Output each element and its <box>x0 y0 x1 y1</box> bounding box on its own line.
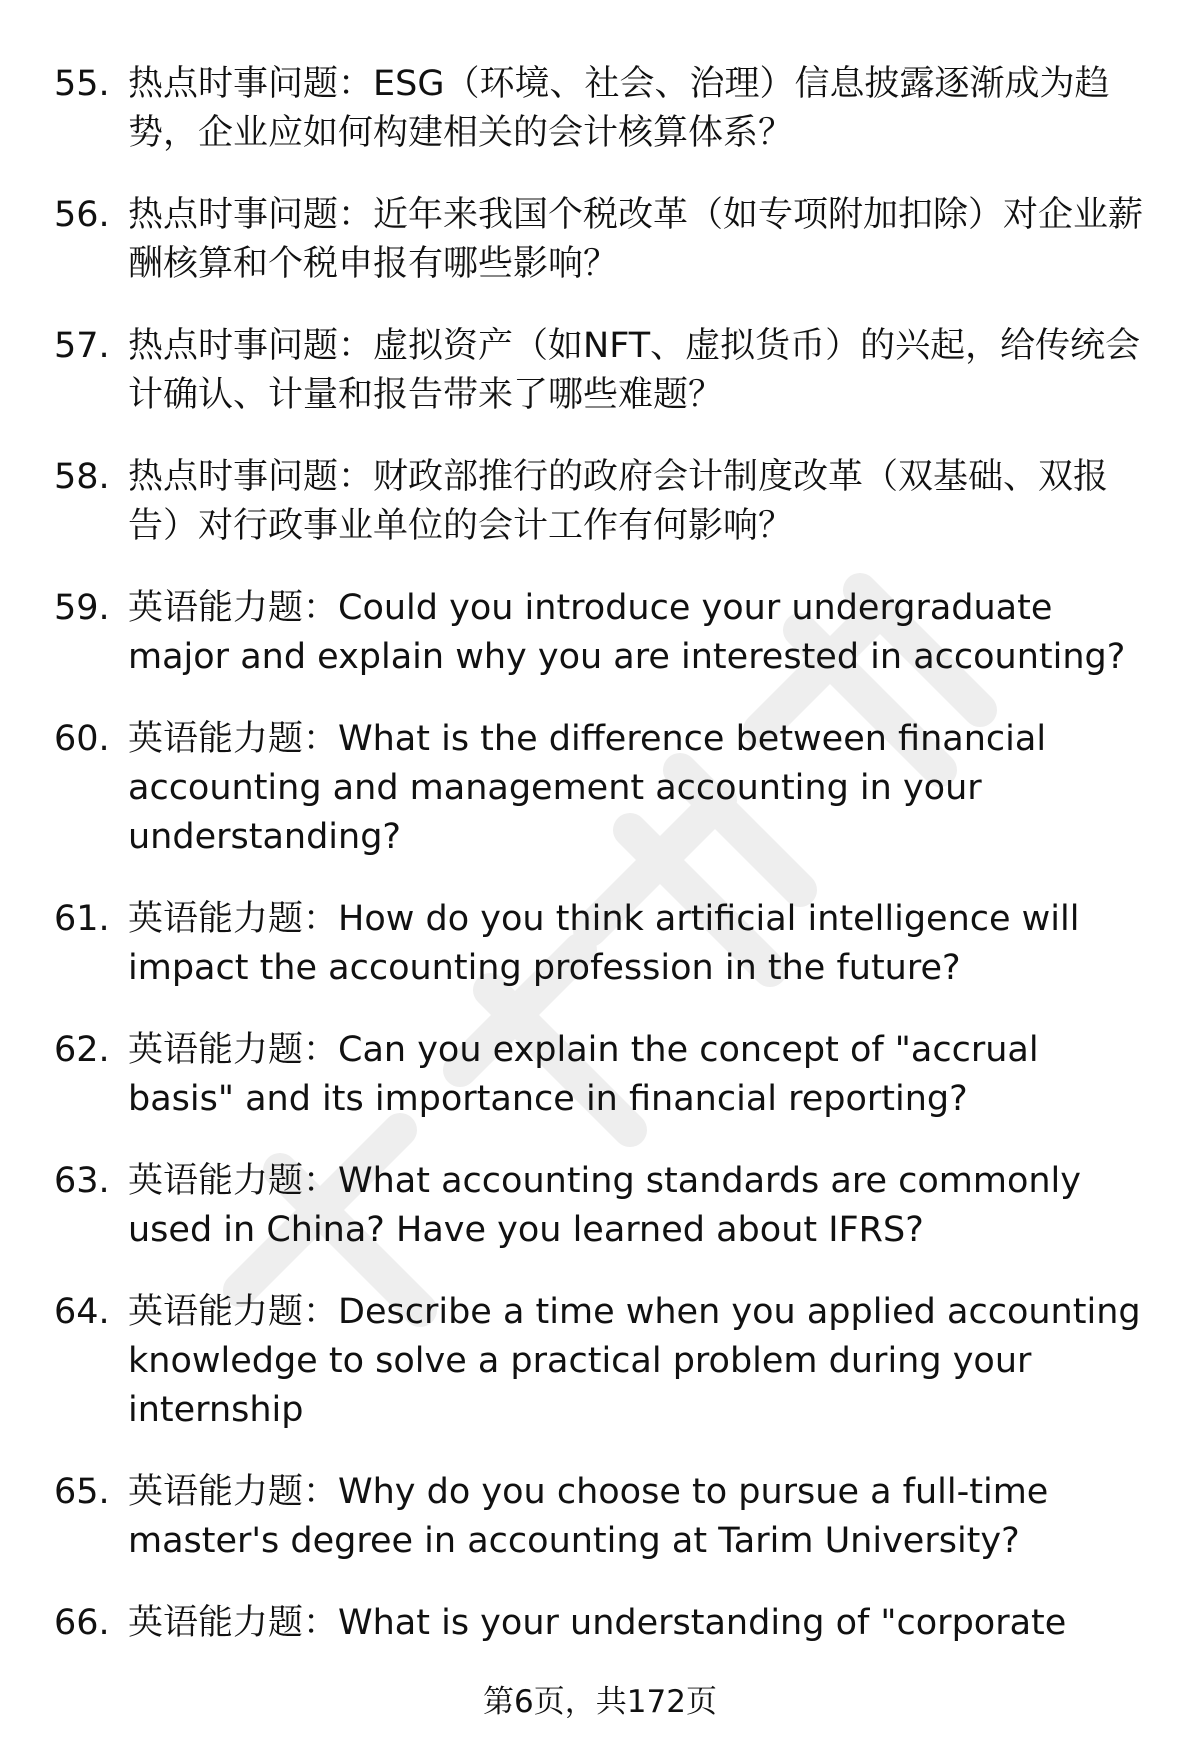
question-text: ESG（环境、社会、治理）信息披露逐渐成为趋势，企业应如何构建相关的会计核算体系？ <box>128 64 1110 153</box>
question-text-block <box>128 1468 1154 1566</box>
question-number: 63. <box>54 1161 110 1201</box>
question-text: What is your understanding of "corporate <box>338 1603 1067 1643</box>
question-item <box>54 1288 1154 1435</box>
question-number: 56. <box>54 195 110 235</box>
question-text: Describe a time when you applied accounting knowledge to solve a practical problem during your internship <box>128 1292 1141 1430</box>
page-footer: 第6页，共172页 <box>483 1684 717 1720</box>
question-text: 近年来我国个税改革（如专项附加扣除）对企业薪酬核算和个税申报有哪些影响？ <box>128 195 1144 284</box>
question-text-block <box>128 1599 1154 1648</box>
question-number: 57. <box>54 326 110 366</box>
question-text-block <box>128 584 1154 682</box>
question-item <box>54 1599 1154 1648</box>
question-item <box>54 584 1154 682</box>
question-text-block <box>128 715 1154 862</box>
question-text-block <box>128 1026 1154 1124</box>
question-category: 英语能力题： <box>128 1472 339 1512</box>
question-text: 虚拟资产（如NFT、虚拟货币）的兴起，给传统会计确认、计量和报告带来了哪些难题？ <box>128 326 1141 415</box>
question-number: 60. <box>54 719 110 759</box>
question-number: 55. <box>54 64 110 104</box>
question-item <box>54 1468 1154 1566</box>
question-category: 热点时事问题： <box>128 326 374 366</box>
question-category: 热点时事问题： <box>128 64 374 104</box>
question-number: 62. <box>54 1030 110 1070</box>
question-category: 英语能力题： <box>128 1161 339 1201</box>
question-item <box>54 60 1154 158</box>
question-item <box>54 453 1154 551</box>
question-number: 65. <box>54 1472 110 1512</box>
question-text-block <box>128 322 1154 420</box>
question-number: 66. <box>54 1603 110 1643</box>
question-text-block <box>128 191 1154 289</box>
question-text: What accounting standards are commonly used in China? Have you learned about IFRS? <box>128 1161 1081 1250</box>
question-category: 英语能力题： <box>128 899 339 939</box>
question-item <box>54 191 1154 289</box>
question-text: What is the difference between financial accounting and management accounting in your understanding? <box>128 719 1047 857</box>
question-category: 热点时事问题： <box>128 195 374 235</box>
question-text-block <box>128 60 1154 158</box>
question-category: 英语能力题： <box>128 1292 339 1332</box>
question-category: 英语能力题： <box>128 719 339 759</box>
question-category: 热点时事问题： <box>128 457 374 497</box>
question-category: 英语能力题： <box>128 1603 339 1643</box>
question-item <box>54 715 1154 862</box>
question-text: Can you explain the concept of "accrual basis" and its importance in financial reporting? <box>128 1030 1039 1119</box>
question-list <box>54 60 1154 1681</box>
question-text-block <box>128 895 1154 993</box>
question-number: 61. <box>54 899 110 939</box>
question-item <box>54 322 1154 420</box>
question-item <box>54 1026 1154 1124</box>
question-category: 英语能力题： <box>128 1030 339 1070</box>
question-number: 64. <box>54 1292 110 1332</box>
question-category: 英语能力题： <box>128 588 339 628</box>
question-number: 59. <box>54 588 110 628</box>
question-text: Could you introduce your undergraduate major and explain why you are interested in accounting? <box>128 588 1126 677</box>
question-number: 58. <box>54 457 110 497</box>
question-item <box>54 1157 1154 1255</box>
question-item <box>54 895 1154 993</box>
question-text-block <box>128 1157 1154 1255</box>
question-text: Why do you choose to pursue a full-time master's degree in accounting at Tarim University? <box>128 1472 1049 1561</box>
question-text-block <box>128 453 1154 551</box>
question-text-block <box>128 1288 1154 1435</box>
question-text: How do you think artificial intelligence will impact the accounting profession in the future? <box>128 899 1080 988</box>
question-text: 财政部推行的政府会计制度改革（双基础、双报告）对行政事业单位的会计工作有何影响？ <box>128 457 1109 546</box>
